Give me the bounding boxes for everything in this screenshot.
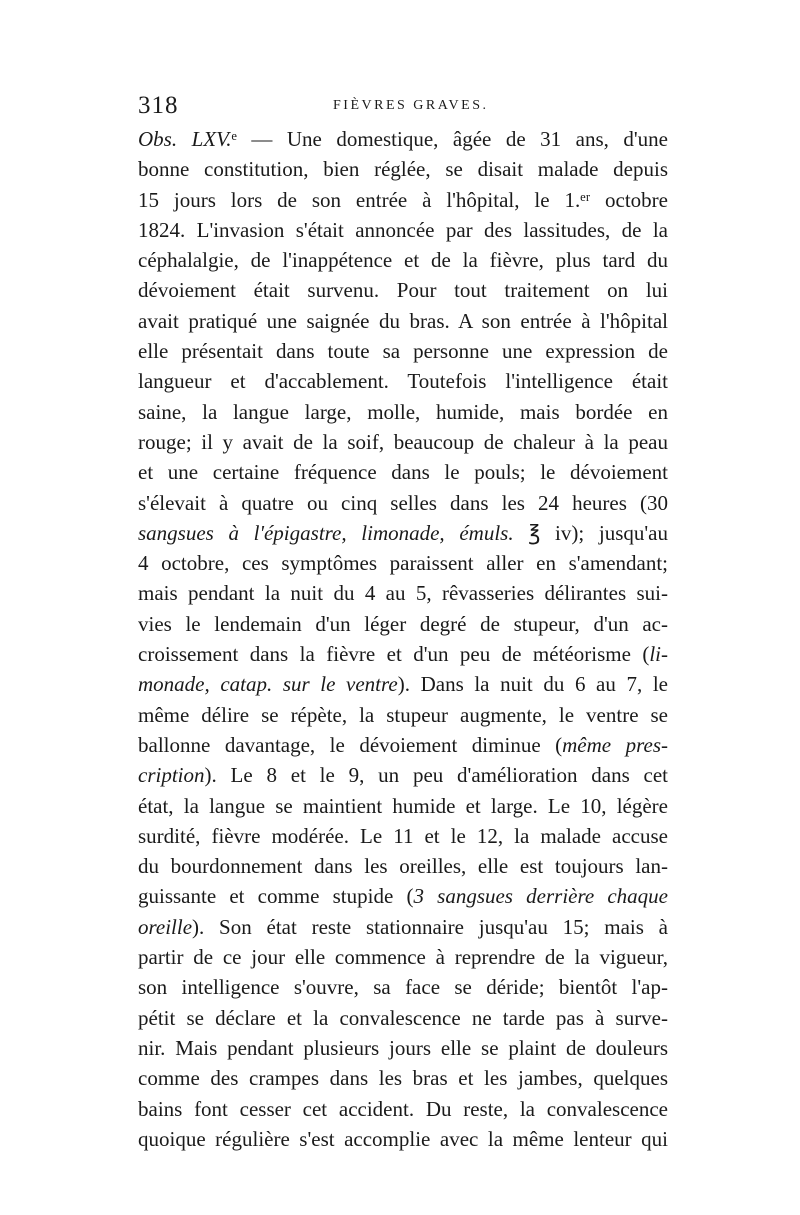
italic-text: 3 sangsues derrière chaque xyxy=(413,884,668,909)
text-segment: saine, la langue large, molle, humide, mais bordée en xyxy=(138,399,668,424)
text-line xyxy=(138,245,668,275)
text-line xyxy=(138,942,668,972)
text-line xyxy=(138,760,668,790)
text-line xyxy=(138,700,668,730)
text-segment: nir. Mais pendant plusieurs jours elle se plaint de douleurs xyxy=(138,1035,668,1060)
italic-text: Obs. LXV. xyxy=(138,127,232,151)
text-line xyxy=(138,336,668,366)
text-segment: du bourdonnement dans les oreilles, elle est toujours lan- xyxy=(138,854,668,879)
text-line xyxy=(138,972,668,1002)
italic-text: cription xyxy=(138,763,205,788)
text-line xyxy=(138,124,668,154)
text-line xyxy=(138,730,668,760)
text-line xyxy=(138,275,668,305)
text-segment: ). Dans la nuit du 6 au 7, le xyxy=(397,672,668,697)
italic-text: li- xyxy=(649,642,668,667)
text-segment: vies le lendemain d'un léger degré de stupeur, d'un ac- xyxy=(138,611,668,636)
text-line xyxy=(138,881,668,911)
italic-text: sangsues à l'épigastre, limonade, émuls. xyxy=(138,520,514,545)
text-segment: surdité, fièvre modérée. Le 11 et le 12, la malade accuse xyxy=(138,823,668,848)
text-segment: comme des crampes dans les bras et les jambes, quelques xyxy=(138,1066,668,1091)
text-segment: bonne constitution, bien réglée, se disait malade depuis xyxy=(138,157,668,182)
text-segment: et une certaine fréquence dans le pouls; le dévoiement xyxy=(138,460,668,485)
text-line xyxy=(138,1033,668,1063)
text-line xyxy=(138,1094,668,1124)
text-segment: même délire se répète, la stupeur augmente, le ventre se xyxy=(138,702,668,727)
text-segment: état, la langue se maintient humide et large. Le 10, légère xyxy=(138,793,668,818)
body-text xyxy=(138,124,668,1154)
text-segment: 15 jours lors de son entrée à l'hôpital, le 1.ᵉʳ octobre xyxy=(138,187,668,212)
italic-text: monade, catap. sur le ventre xyxy=(138,672,398,697)
text-segment: bains font cesser cet accident. Du reste, la convalescence xyxy=(138,1096,668,1121)
italic-text: même pres- xyxy=(562,732,668,757)
text-line xyxy=(138,427,668,457)
page-header xyxy=(138,92,668,122)
text-line xyxy=(138,821,668,851)
text-line xyxy=(138,1063,668,1093)
text-segment: 4 octobre, ces symptômes paraissent aller en s'amendant; xyxy=(138,551,668,576)
text-segment: rouge; il y avait de la soif, beaucoup de chaleur à la peau xyxy=(138,429,668,454)
text-segment: son intelligence s'ouvre, sa face se déride; bientôt l'ap- xyxy=(138,975,668,1000)
text-line xyxy=(138,457,668,487)
text-segment: ℥ iv); jusqu'au xyxy=(513,520,668,545)
text-line xyxy=(138,578,668,608)
text-segment: elle présentait dans toute sa personne une expression de xyxy=(138,339,668,364)
italic-text: oreille xyxy=(138,914,193,939)
text-line xyxy=(138,397,668,427)
text-segment: quoique régulière s'est accomplie avec la même lenteur qui xyxy=(138,1126,668,1151)
text-segment: ᵉ — Une domestique, âgée de 31 ans, d'une xyxy=(231,127,668,151)
text-segment: dévoiement était survenu. Pour tout traitement on lui xyxy=(138,278,668,303)
text-line xyxy=(138,1003,668,1033)
text-segment: mais pendant la nuit du 4 au 5, rêvasseries délirantes sui- xyxy=(138,581,668,606)
text-line xyxy=(138,306,668,336)
text-line xyxy=(138,609,668,639)
text-line xyxy=(138,851,668,881)
text-line xyxy=(138,791,668,821)
text-segment: partir de ce jour elle commence à reprendre de la vigueur, xyxy=(138,945,668,970)
text-line xyxy=(138,548,668,578)
text-line xyxy=(138,488,668,518)
text-line xyxy=(138,639,668,669)
text-segment: ballonne davantage, le dévoiement diminue ( xyxy=(138,732,563,757)
text-segment: céphalalgie, de l'inappétence et de la fièvre, plus tard du xyxy=(138,248,668,273)
text-line xyxy=(138,185,668,215)
running-head: FIÈVRES GRAVES. xyxy=(333,98,489,113)
text-segment: ). Le 8 et le 9, un peu d'amélioration dans cet xyxy=(204,763,668,788)
page-number: 318 xyxy=(138,92,179,119)
text-segment: ). Son état reste stationnaire jusqu'au 15; mais à xyxy=(192,914,668,939)
text-line xyxy=(138,518,668,548)
text-line xyxy=(138,366,668,396)
text-segment: croissement dans la fièvre et d'un peu de météorisme ( xyxy=(138,642,650,667)
text-segment: 1824. L'invasion s'était annoncée par des lassitudes, de la xyxy=(138,217,668,242)
text-segment: avait pratiqué une saignée du bras. A son entrée à l'hôpital xyxy=(138,308,668,333)
text-line xyxy=(138,912,668,942)
text-line xyxy=(138,154,668,184)
text-segment: langueur et d'accablement. Toutefois l'intelligence était xyxy=(138,369,668,394)
text-segment: pétit se déclare et la convalescence ne tarde pas à surve- xyxy=(138,1005,668,1030)
text-segment: guissante et comme stupide ( xyxy=(138,884,414,909)
text-line xyxy=(138,215,668,245)
text-segment: s'élevait à quatre ou cinq selles dans les 24 heures (30 xyxy=(138,490,668,515)
text-line xyxy=(138,1124,668,1154)
text-line xyxy=(138,669,668,699)
